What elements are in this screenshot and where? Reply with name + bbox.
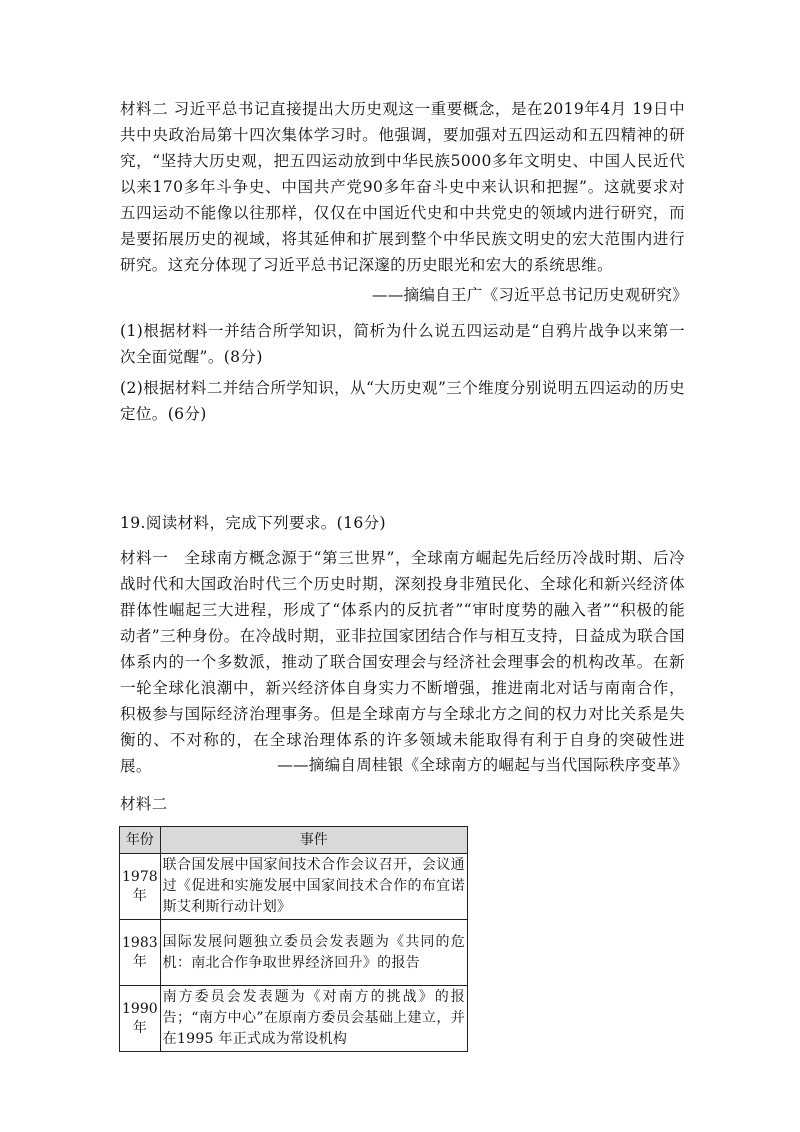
question-19-material2-label: 材料二 [120,795,168,813]
material2-paragraph: 材料二 习近平总书记直接提出大历史观这一重要概念，是在2019年4月 19日中共中央政治局第十四次集体学习时。他强调，要加强对五四运动和五四精神的研究，“坚持大历史观，把五四运动放到中华民族5000多年文明史、中国人民近代以来170多年斗争史、中国共产党90多年奋斗史中来认识和把握”。这就要求对五四运动不能像以往那样，仅仅在中国近代史和中共党史的领域内进行研究，而是要拓展历史的视域，将其延伸和扩展到整个中华民族文明史的宏大范围内进行研究。这充分体现了习近平总书记深邃的历史眼光和宏大的系统思维。 [120,100,685,274]
events-table [119,826,468,1052]
question-19-material1: 材料一 全球南方概念源于“第三世界”，全球南方崛起先后经历冷战时期、后冷战时代和大国政治时代三个历史时期，深刻投身非殖民化、全球化和新兴经济体群体性崛起三大进程，形成了“体系内的反抗者”“审时度势的融入者”“积极的能动者”三种身份。在冷战时期，亚非拉国家团结合作与相互支持，日益成为联合国体系内的一个多数派，推动了联合国安理会与经济社会理事会的机构改革。在新一轮全球化浪潮中，新兴经济体自身实力不断增强，推进南北对话与南南合作，积极参与国际经济治理事务。但是全球南方与全球北方之间的权力对比关系是失衡的、不对称的，在全球治理体系的许多领域未能取得有利于自身的突破性进展。 [120,549,685,775]
table-header-row [120,827,468,854]
question-18-2: (2)根据材料二并结合所学知识，从“大历史观”三个维度分别说明五四运动的历史定位。(6分) [120,379,685,423]
table-cell-year: 1978年 [120,854,161,920]
table-cell-event: 南方委员会发表题为《对南方的挑战》的报告；“南方中心”在原南方委员会基础上建立，并在1995 年正式成为常设机构 [160,986,467,1052]
table-cell-event: 国际发展问题独立委员会发表题为《共同的危机：南北合作争取世界经济回升》的报告 [160,920,467,986]
header-year: 年份 [120,827,161,854]
table-cell-event: 联合国发展中国家间技术合作会议召开，会议通过《促进和实施发展中国家间技术合作的布宜诺斯艾利斯行动计划》 [160,854,467,920]
material2-source: ——摘编自王广《习近平总书记历史观研究》 [371,286,688,304]
table-row [120,986,468,1052]
question-19-title: 19.阅读材料，完成下列要求。(16分) [120,514,386,532]
table-cell-year: 1983年 [120,920,161,986]
question-19-material1-source: ——摘编自周桂银《全球南方的崛起与当代国际秩序变革》 [277,756,688,774]
table-cell-year: 1990年 [120,986,161,1052]
table-row [120,854,468,920]
table-row [120,920,468,986]
header-event: 事件 [160,827,467,854]
question-18-1: (1)根据材料一并结合所学知识，简析为什么说五四运动是“自鸦片战争以来第一次全面觉醒”。(8分) [120,322,685,366]
